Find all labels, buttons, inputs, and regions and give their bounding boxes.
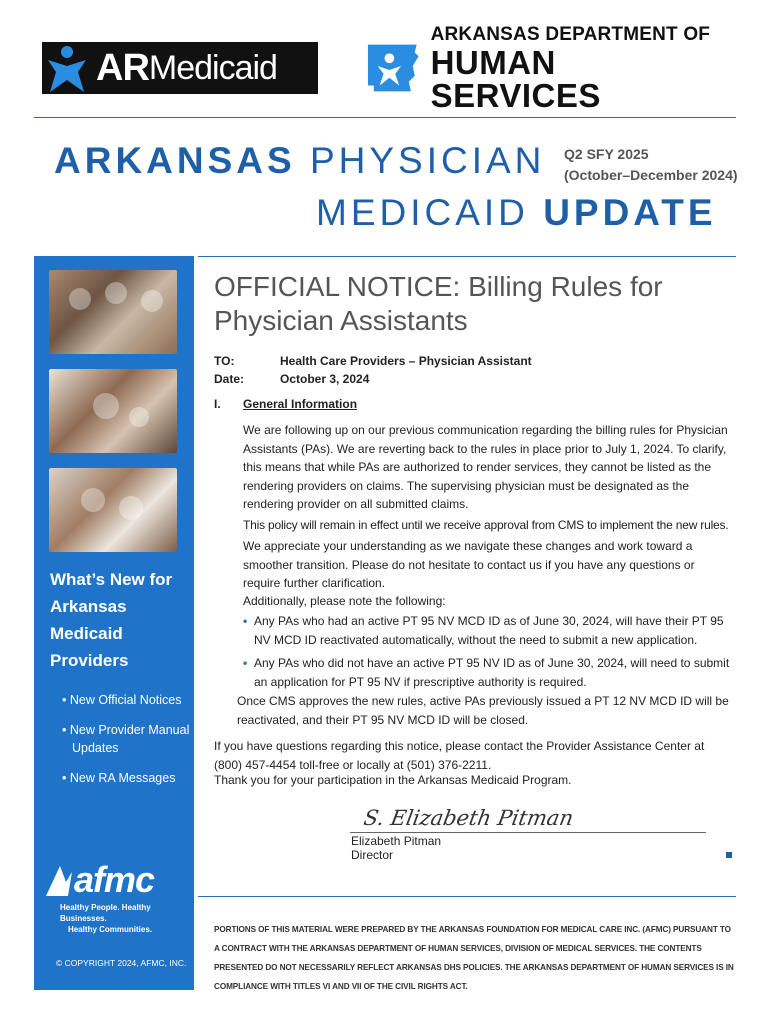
ar-medicaid-logo (42, 42, 318, 94)
signature: S. Elizabeth Pitman (361, 806, 576, 830)
section-number: I. (214, 397, 221, 411)
paragraph-6: If you have questions regarding this notice, please contact the Provider Assistance Center at (800) 457-4454 toll-free or locally at (501) 376-2211. (214, 739, 705, 772)
person-figure-icon (42, 42, 92, 94)
paragraph-7: Thank you for your participation in the Arkansas Medicaid Program. (214, 773, 572, 787)
paragraph-2: This policy will remain in effect until we receive approval from CMS to implement the new rules. (243, 518, 729, 532)
date-value: October 3, 2024 (280, 372, 370, 386)
masthead-arkansas: ARKANSAS (54, 140, 296, 181)
ar-logo-bold: AR (96, 46, 149, 89)
sidebar-item-ra-messages[interactable]: • New RA Messages (62, 771, 176, 785)
signer-title: Director (351, 848, 394, 862)
dhs-line2: HUMAN SERVICES (430, 43, 601, 114)
paragraph-4: Additionally, please note the following: (243, 594, 446, 608)
paragraph-1: We are following up on our previous communication regarding the billing rules for Physician Assistants (PAs). We are reverting back to the rules in place prior to July 1, 2024. To clarify, this means that while PAs are authorized to render services, they cannot be listed as the rendering providers on claims. The supervising physician must be designated as the rendering provider on all submitted claims. (243, 423, 728, 511)
masthead-line1 (54, 140, 545, 182)
father-daughter-photo (49, 468, 177, 552)
header-rule (34, 117, 736, 118)
notice-title: OFFICIAL NOTICE: Billing Rules for Physician Assistants (214, 271, 663, 336)
masthead-physician: PHYSICIAN (295, 140, 546, 181)
issue-quarter: Q2 SFY 2025 (564, 146, 649, 162)
arkansas-state-icon (366, 42, 421, 94)
sidebar-item-official-notices[interactable]: • New Official Notices (62, 693, 182, 707)
sidebar-heading: What’s New for Arkansas Medicaid Providers (50, 570, 173, 670)
paragraph-5: Once CMS approves the new rules, active PAs previously issued a PT 12 NV MCD ID will be reactivated, and their PT 95 NV MCD ID will be closed. (237, 694, 729, 727)
sidebar (34, 256, 194, 990)
masthead-update: UPDATE (543, 192, 717, 233)
footer-disclaimer: PORTIONS OF THIS MATERIAL WERE PREPARED BY THE ARKANSAS FOUNDATION FOR MEDICAL CARE INC. (AFMC) PURSUANT TO A CONTRACT WITH THE ARKANSAS DEPARTMENT OF HUMAN SERVICES, DIVISION OF MEDICAL SERVICES. THE CONTENTS PRESENTED DO NOT NECESSARILY REFLECT ARKANSAS DHS POLICIES. THE ARKANSAS DEPARTMENT OF HUMAN SERVICES IS IN COMPLIANCE WITH TITLES VI AND VII OF THE CIVIL RIGHTS ACT. (214, 925, 734, 991)
sidebar-item-manual-updates[interactable]: • New Provider Manual Updates (62, 723, 190, 755)
sidebar-list (50, 691, 190, 799)
signature-line (350, 832, 706, 833)
to-value: Health Care Providers – Physician Assistant (280, 354, 532, 368)
ar-logo-regular: Medicaid (148, 48, 277, 87)
to-label: TO: (214, 354, 235, 368)
afmc-tagline: Healthy People. Healthy Businesses. Healthy Communities. (60, 903, 153, 934)
signer-block (351, 834, 441, 862)
section-title: General Information (243, 397, 358, 411)
paragraph-3: We appreciate your understanding as we navigate these changes and work toward a smoother transition. Please do not hesitate to contact us if you have any questions or require further clarification. (243, 539, 695, 590)
bullet-item: • Any PAs who did not have an active PT 95 NV ID as of June 30, 2024, will need to submit an application for PT 95 NV if prescriptive authority is required. (243, 656, 730, 689)
bullet-item: • Any PAs who had an active PT 95 NV MCD ID as of June 30, 2024, will have their PT 95 NV MCD ID reactivated automatically, without the need to submit a new application. (243, 614, 724, 647)
afmc-wordmark: afmc (74, 859, 155, 900)
afmc-logo (44, 859, 184, 935)
dhs-line1: ARKANSAS DEPARTMENT OF (430, 23, 711, 45)
date-label: Date: (214, 372, 245, 386)
afmc-swoosh-icon (44, 864, 74, 898)
issue-range: (October–December 2024) (564, 167, 738, 183)
content-rule (198, 256, 736, 257)
end-mark (726, 852, 732, 858)
mother-child-photo (49, 369, 177, 453)
issue-period (564, 144, 738, 186)
masthead-line2 (316, 192, 717, 234)
masthead-medicaid: MEDICAID (316, 192, 544, 233)
family-photo (49, 270, 177, 354)
copyright-text: © COPYRIGHT 2024, AFMC, INC. (56, 958, 187, 968)
dhs-logo (366, 23, 728, 114)
signer-name: Elizabeth Pitman (351, 834, 442, 848)
footer-rule (198, 896, 736, 897)
